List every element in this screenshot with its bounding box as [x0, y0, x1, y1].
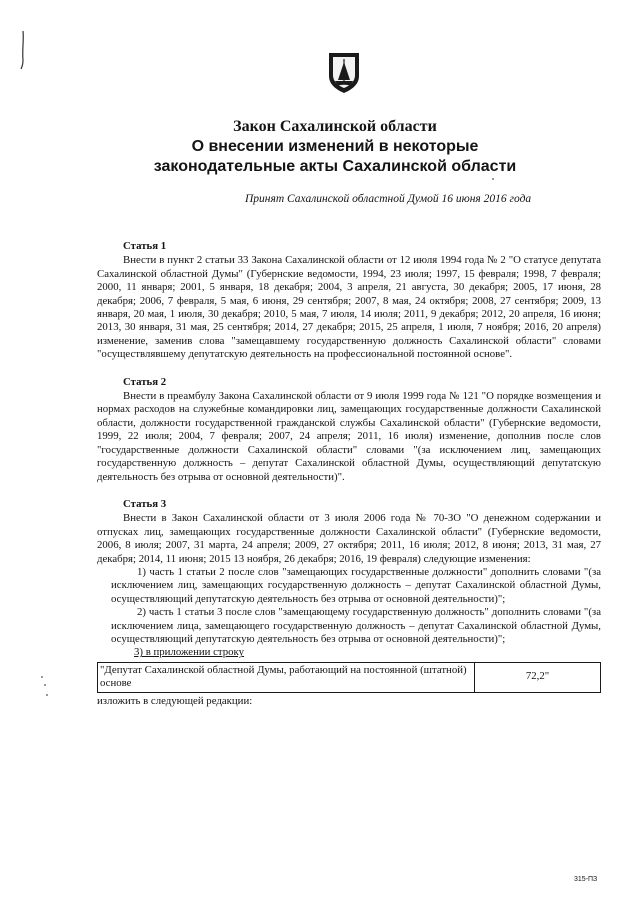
list-item: 2) часть 1 статьи 3 после слов "замещающему государственную должность" дополнить словами "(за исключением лица, замещающего государственную должность – депутат Сахалинской областной Думы, осуществляющий депутатскую деятельность без отрыва от основной деятельности)"; — [111, 606, 601, 645]
article-title: Статья 3 — [123, 497, 167, 510]
law-title: Закон Сахалинской области — [233, 118, 437, 135]
adoption-note: Принят Сахалинской областной Думой 16 июня 2016 года — [245, 193, 532, 205]
article-3 — [97, 498, 601, 708]
article-text: Внести в Закон Сахалинской области от 3 июля 2006 года № 70-ЗО "О денежном содержании и отпусках лиц, замещающих государственные должности Сахалинской области" (Губернские ведомости, 2006, 8 июля; 2007, 31 марта, 24 апреля; 2009, 27 октября; 2011, 16 июля; 2012, 8 июня; 2013, 31 мая, 27 декабря; 2014, 11 июня; 2015 13 ноября, 26 декабря; 2016, 19 февраля) следующие изменения: — [97, 512, 601, 565]
list-item: 1) часть 1 статьи 2 после слов "замещающих государственные должности" дополнить словами "(за исключением лиц, замещающих государственную должность – депутат Сахалинской областной Думы, осуществляющий депутатскую деятельность без отрыва от основной деятельности)"; — [111, 565, 601, 605]
document-code: 315-ПЗ — [574, 876, 598, 883]
article-text: Внести в пункт 2 статьи 33 Закона Сахалинской области от 12 июля 1994 года № 2 "О статусе депутата Сахалинской областной Думы" (Губернские ведомости, 1994, 23 июля; 1997, 15 февраля; 1998, 7 февраля; 2000, 11 января; 2001, 5 января, 18 декабря; 2004, 3 апреля, 21 августа, 30 декабря; 2005, 17 июня, 28 декабря; 2006, 7 февраля, 5 мая, 6 июня, 29 сентября; 2007, 8 мая, 24 октября; 2008, 27 сентября; 2009, 13 января, 20 мая, 1 июля, 30 декабря; 2010, 5 мая, 7 июля, 14 июля; 2011, 9 декабря; 2012, 20 апреля, 16 июня; 2013, 30 января, 31 мая, 25 сентября; 2014, 27 декабря; 2015, 25 апреля, 1 июля, 7 ноября; 2016, 20 апреля) изменение, заменив слова "замещавшему государственную должность Сахалинской области" словами "осуществлявшему депутатскую деятельность на профессиональной постоянной основе". — [97, 254, 601, 361]
law-subtitle-line1: О внесении изменений в некоторые — [191, 138, 479, 155]
law-body — [97, 240, 601, 708]
scan-speck — [44, 684, 46, 686]
scan-speck — [46, 694, 48, 696]
replacement-table — [97, 662, 601, 693]
article-1 — [97, 240, 601, 362]
law-subtitle-line2: законодательные акты Сахалинской области — [153, 158, 517, 175]
article-title: Статья 1 — [123, 240, 167, 252]
table-cell: 72,2" — [475, 662, 601, 692]
list-item: 3) в приложении строку — [134, 646, 245, 659]
after-table-text: изложить в следующей редакции: — [97, 694, 253, 707]
coat-of-arms-icon — [326, 50, 362, 94]
table-cell: "Депутат Сахалинской областной Думы, работающий на постоянной (штатной) основе — [98, 662, 475, 692]
table-row — [98, 662, 601, 692]
scan-speck — [492, 178, 494, 180]
article-title: Статья 2 — [123, 375, 167, 388]
scan-speck — [41, 676, 43, 678]
article-text: Внести в преамбулу Закона Сахалинской области от 9 июля 1999 года № 121 "О порядке возмещения и нормах расходов на служебные командировки лиц, замещающих государственные должности Сахалинской области, должности государственной гражданской службы Сахалинской области" (Губернские ведомости, 1999, 22 июля; 2004, 7 февраля; 2007, 24 апреля; 2011, 16 июля) изменение, дополнив после слов "государственные должности Сахалинской области" словами "(за исключением лиц, замещающих государственную должность – депутат Сахалинской областной Думы, осуществляющий депутатскую деятельность без отрыва от основной деятельности)". — [97, 390, 601, 483]
article-2 — [97, 376, 601, 484]
margin-pen-mark — [20, 30, 26, 70]
